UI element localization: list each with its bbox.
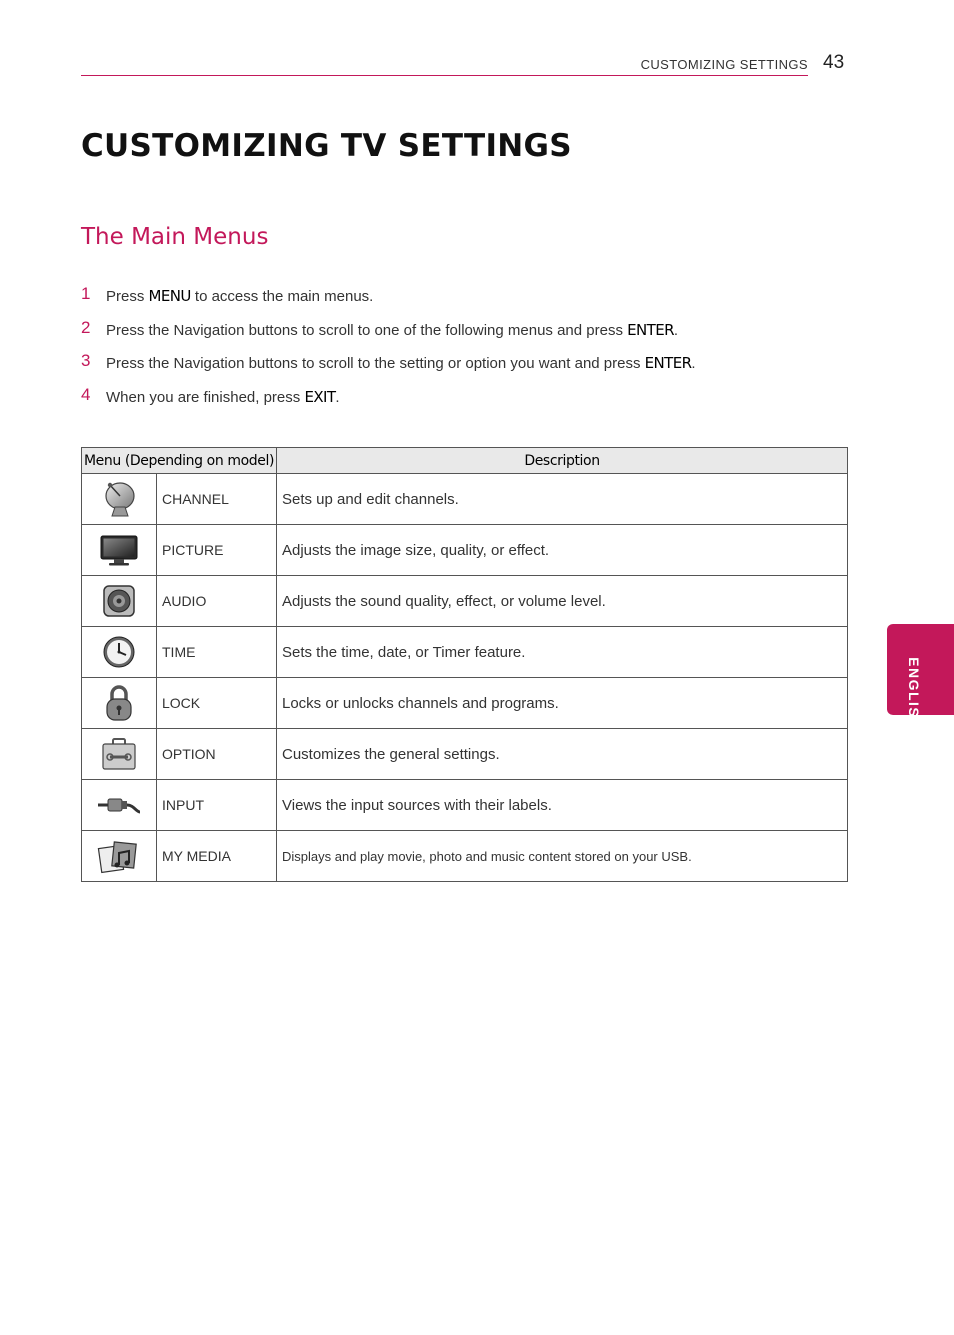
tv-monitor-icon [82, 525, 157, 576]
main-menus-table [81, 447, 848, 882]
clock-icon [82, 627, 157, 678]
running-header [81, 52, 808, 76]
key-label: ENTER [644, 354, 692, 372]
menu-name: AUDIO [157, 576, 277, 627]
section-title: The Main Menus [81, 224, 269, 250]
language-tab [887, 624, 954, 730]
menu-description: Sets the time, date, or Timer feature. [277, 627, 848, 678]
menu-description: Customizes the general settings. [277, 729, 848, 780]
table-row [82, 831, 848, 882]
key-label: ENTER [627, 320, 674, 339]
table-row [82, 678, 848, 729]
menu-name: CHANNEL [157, 474, 277, 525]
step-number: 1 [81, 284, 91, 303]
page-number: 43 [823, 52, 845, 73]
key-label: MENU [148, 287, 191, 305]
menu-description: Displays and play movie, photo and music content stored on your USB. [277, 831, 848, 882]
language-label: ENGLISH [906, 657, 922, 730]
step-text: When you are finished, press EXIT. [106, 387, 340, 406]
table-row [82, 576, 848, 627]
page-title: CUSTOMIZING TV SETTINGS [81, 128, 572, 164]
menu-description: Adjusts the sound quality, effect, or volume level. [277, 576, 848, 627]
menu-column-header: Menu (Depending on model) [82, 448, 277, 474]
padlock-icon [82, 678, 157, 729]
speaker-icon [82, 576, 157, 627]
menu-description: Sets up and edit channels. [277, 474, 848, 525]
menu-name: PICTURE [157, 525, 277, 576]
media-collage-icon [82, 831, 157, 882]
step-3 [81, 351, 841, 385]
menu-name: TIME [157, 627, 277, 678]
table-row [82, 627, 848, 678]
step-4 [81, 385, 841, 419]
step-text: Press the Navigation buttons to scroll to the setting or option you want and press ENTER. [106, 354, 696, 372]
menu-name: MY MEDIA [157, 831, 277, 882]
table-row [82, 780, 848, 831]
step-number: 2 [81, 317, 91, 337]
menu-name: OPTION [157, 729, 277, 780]
table-row [82, 729, 848, 780]
satellite-dish-icon [82, 474, 157, 525]
toolbox-icon [82, 729, 157, 780]
table-row [82, 474, 848, 525]
menu-description: Adjusts the image size, quality, or effect. [277, 525, 848, 576]
table-header-row [82, 448, 848, 474]
step-text: Press the Navigation buttons to scroll to one of the following menus and press ENTER. [106, 320, 679, 339]
step-text: Press MENU to access the main menus. [106, 287, 374, 305]
step-list [81, 284, 841, 418]
key-label: EXIT [304, 387, 336, 406]
step-number: 3 [81, 351, 91, 370]
menu-description: Views the input sources with their labels. [277, 780, 848, 831]
step-1 [81, 284, 841, 318]
header-section-title: CUSTOMIZING SETTINGS [640, 57, 808, 72]
table-row [82, 525, 848, 576]
description-column-header: Description [277, 448, 848, 474]
menu-description: Locks or unlocks channels and programs. [277, 678, 848, 729]
menu-name: LOCK [157, 678, 277, 729]
step-number: 4 [81, 384, 91, 404]
cable-plug-icon [82, 780, 157, 831]
menu-name: INPUT [157, 780, 277, 831]
step-2 [81, 318, 841, 352]
